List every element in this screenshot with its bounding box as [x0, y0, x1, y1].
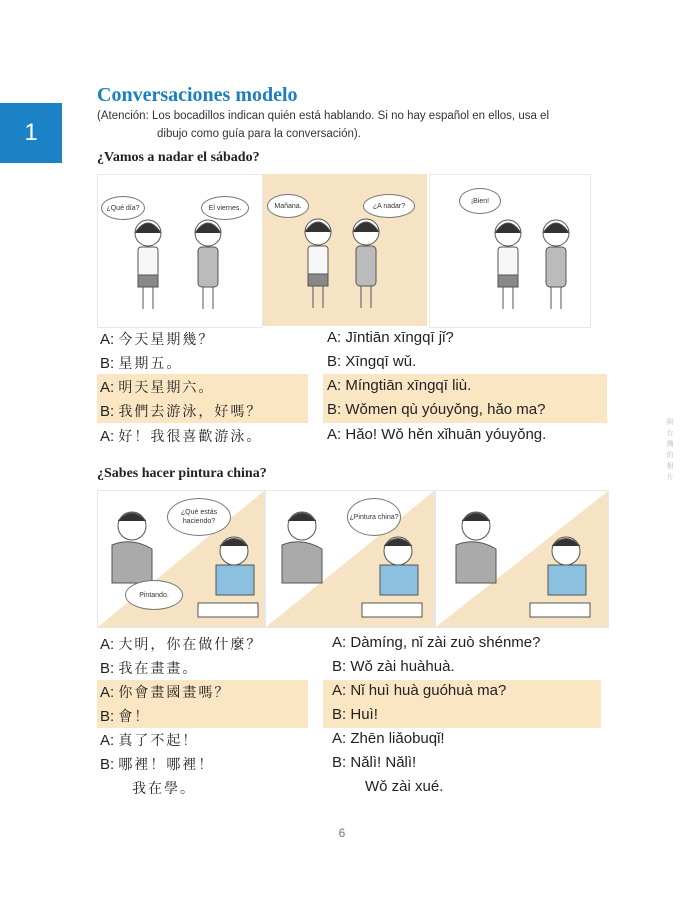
dialogue-line-pinyin: B: Nǎlì! Nǎlì!: [332, 754, 417, 771]
speech-bubble: El viernes.: [201, 196, 249, 220]
speech-bubble: ¿Qué día?: [101, 196, 145, 220]
dialogue-line-cn: B: 我在畫畫。: [100, 660, 199, 677]
dialogue-line-cn: B: 哪裡！哪裡！: [100, 756, 215, 773]
side-vertical-text: 與 台 灣 的 相 片: [666, 418, 673, 481]
note-line-1: (Atención: Los bocadillos indican quién está hablando. Si no hay español en ellos, usa el: [97, 110, 550, 122]
comic-panel-3: [429, 174, 591, 328]
dialogue-line-pinyin: B: Wǒmen qù yóuyǒng, hǎo ma?: [327, 401, 546, 418]
chapter-tab: 1: [0, 103, 62, 163]
dialogue-line-pinyin: B: Wǒ zài huàhuà.: [332, 658, 455, 675]
section2-heading: ¿Sabes hacer pintura china?: [97, 466, 267, 481]
dialogue-line-cn: A: 明天星期六。: [100, 379, 215, 396]
dialogue-line-pinyin: B: Huì!: [332, 706, 378, 723]
note-line-2: dibujo como guía para la conversación).: [157, 128, 361, 140]
dialogue-line-cn: 我在學。: [132, 781, 196, 797]
comic-panel-3: [435, 490, 609, 628]
dialogue-line-pinyin: A: Hǎo! Wǒ hěn xǐhuān yóuyǒng.: [327, 426, 547, 443]
dialogue-line-cn: A: 今天星期幾？: [100, 331, 215, 348]
speech-bubble: ¿A nadar?: [363, 194, 415, 218]
dialogue-line-cn: A: 真了不起！: [100, 732, 199, 749]
dialogue-line-pinyin: A: Míngtiān xīngqī liù.: [327, 377, 472, 394]
dialogue-line-pinyin: A: Dàmíng, nǐ zài zuò shénme?: [332, 634, 541, 651]
dialogue-line-pinyin: A: Jīntiān xīngqī jǐ?: [327, 329, 454, 346]
comic-strip-1: [97, 174, 589, 326]
comic-strip-2: [97, 490, 607, 626]
dialogue-line-cn: A: 好！我很喜歡游泳。: [100, 428, 263, 445]
speech-bubble: ¡Bien!: [459, 188, 501, 214]
dialogue-line-pinyin: B: Xīngqī wǔ.: [327, 353, 417, 370]
dialogue-line-cn: B: 會！: [100, 708, 151, 725]
girls-illustration: [430, 175, 590, 327]
dialogue-line-cn: A: 大明，你在做什麼？: [100, 636, 263, 653]
speech-bubble: ¿Pintura china?: [347, 498, 401, 536]
dialogue-line-cn: B: 我們去游泳，好嗎？: [100, 403, 263, 420]
speech-bubble: Pintando.: [125, 580, 183, 610]
dialogue-line-cn: B: 星期五。: [100, 355, 183, 372]
speech-bubble: Mañana.: [267, 194, 309, 218]
section1-heading: ¿Vamos a nadar el sábado?: [97, 150, 260, 165]
dialogue-line-pinyin: Wǒ zài xué.: [365, 778, 444, 795]
dialogue-line-cn: A: 你會畫國畫嗎？: [100, 684, 231, 701]
page-title: Conversaciones modelo: [97, 84, 298, 106]
dialogue-line-pinyin: A: Nǐ huì huà guóhuà ma?: [332, 682, 507, 699]
phone-call-illustration: [436, 491, 608, 627]
dialogue-line-pinyin: A: Zhēn liǎobuqǐ!: [332, 730, 445, 747]
speech-bubble: ¿Qué estás haciendo?: [167, 498, 231, 536]
page-number: 6: [338, 826, 346, 840]
